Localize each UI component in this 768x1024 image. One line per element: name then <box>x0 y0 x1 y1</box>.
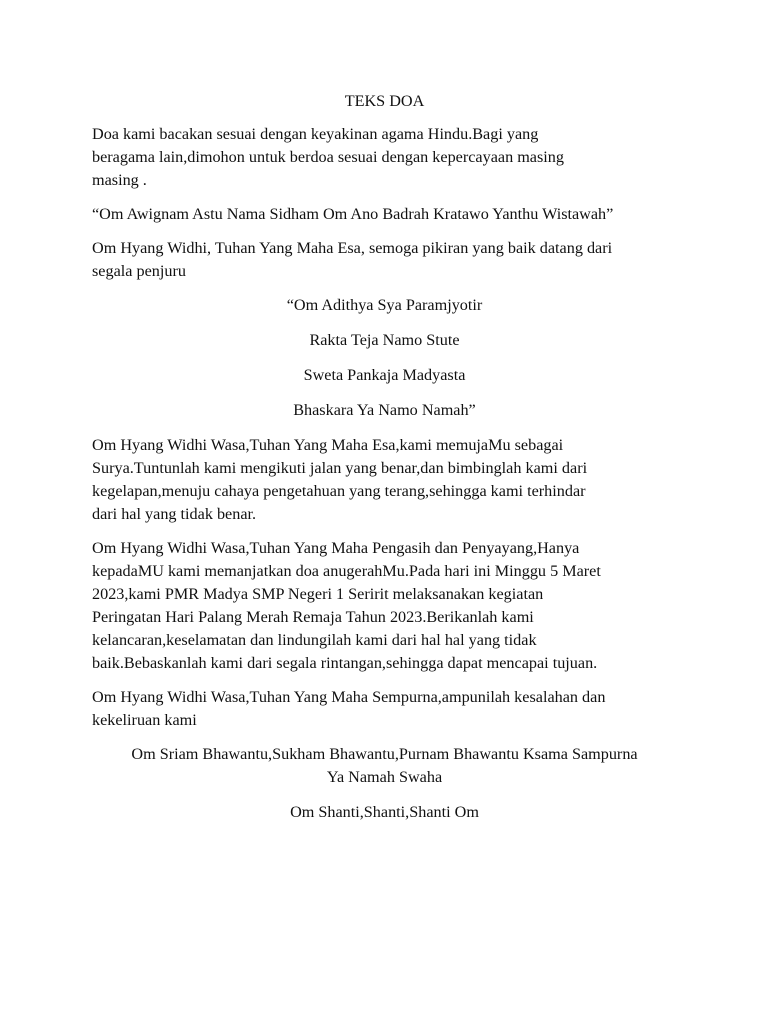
document-title: TEKS DOA <box>344 92 425 110</box>
closing-mantra <box>92 743 677 789</box>
mantra-awignam: “Om Awignam Astu Nama Sidham Om Ano Badrah Kratawo Yanthu Wistawah” <box>92 205 614 223</box>
prayer-line: kegelapan,menuju cahaya pengetahuan yang terang,sehingga kami terhindar <box>92 482 586 500</box>
prayer-line: Peringatan Hari Palang Merah Remaja Tahun 2023.Berikanlah kami <box>92 608 534 626</box>
prayer-paragraph-4 <box>92 686 677 732</box>
prayer-line: 2023,kami PMR Madya SMP Negeri 1 Seririt melaksanakan kegiatan <box>92 585 544 603</box>
prayer-line: kelancaran,keselamatan dan lindungilah kami dari hal hal yang tidak <box>92 631 537 649</box>
prayer-paragraph-2 <box>92 434 677 526</box>
closing-line: Ya Namah Swaha <box>326 768 443 786</box>
document-body <box>92 90 677 824</box>
verse-line-1: “Om Adithya Sya Paramjyotir <box>286 296 483 314</box>
intro-paragraph <box>92 123 677 192</box>
verse-line-3: Sweta Pankaja Madyasta <box>303 366 466 384</box>
intro-line: masing . <box>92 171 147 189</box>
prayer-line: Om Hyang Widhi Wasa,Tuhan Yang Maha Esa,kami memujaMu sebagai <box>92 436 564 454</box>
prayer-line: baik.Bebaskanlah kami dari segala rintangan,sehingga dapat mencapai tujuan. <box>92 654 598 672</box>
prayer-line: segala penjuru <box>92 262 186 280</box>
final-shanti-line: Om Shanti,Shanti,Shanti Om <box>290 803 479 821</box>
closing-line: Om Sriam Bhawantu,Sukham Bhawantu,Purnam Bhawantu Ksama Sampurna <box>131 745 638 763</box>
verse-line-2: Rakta Teja Namo Stute <box>309 331 460 349</box>
prayer-line: Om Hyang Widhi Wasa,Tuhan Yang Maha Sempurna,ampunilah kesalahan dan <box>92 688 606 706</box>
prayer-line: Om Hyang Widhi, Tuhan Yang Maha Esa, semoga pikiran yang baik datang dari <box>92 239 613 257</box>
prayer-line: Om Hyang Widhi Wasa,Tuhan Yang Maha Pengasih dan Penyayang,Hanya <box>92 539 580 557</box>
intro-line: beragama lain,dimohon untuk berdoa sesuai dengan kepercayaan masing <box>92 148 564 166</box>
intro-line: Doa kami bacakan sesuai dengan keyakinan agama Hindu.Bagi yang <box>92 125 539 143</box>
prayer-line: kekeliruan kami <box>92 711 197 729</box>
prayer-paragraph-3 <box>92 537 677 675</box>
prayer-line: dari hal yang tidak benar. <box>92 505 257 523</box>
prayer-line: Surya.Tuntunlah kami mengikuti jalan yang benar,dan bimbinglah kami dari <box>92 459 588 477</box>
prayer-line: kepadaMU kami memanjatkan doa anugerahMu.Pada hari ini Minggu 5 Maret <box>92 562 601 580</box>
prayer-paragraph-1 <box>92 237 677 283</box>
verse-line-4: Bhaskara Ya Namo Namah” <box>293 401 476 419</box>
